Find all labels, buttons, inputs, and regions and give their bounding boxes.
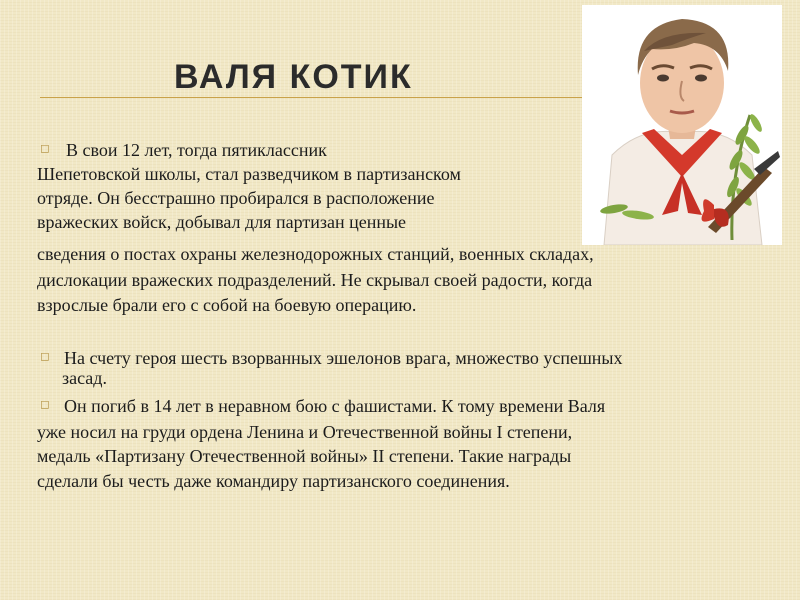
- paragraph-1-line-4: вражеских войск, добывал для партизан ценные: [37, 212, 407, 232]
- paragraph-3-line-1: Он погиб в 14 лет в неравном бою с фашистами. К тому времени Валя: [64, 396, 606, 416]
- portrait-drawing: [582, 5, 782, 245]
- paragraph-1-line-2: Шепетовской школы, стал разведчиком в партизанском: [37, 164, 461, 184]
- paragraph-1-line-5: сведения о постах охраны железнодорожных станций, военных складах,: [37, 244, 594, 264]
- paragraph-2-line-2: засад.: [62, 368, 107, 388]
- paragraph-1-line-3: отряде. Он бесстрашно пробирался в расположение: [37, 188, 435, 208]
- paragraph-3-line-4: сделали бы честь даже командиру партизанского соединения.: [37, 471, 510, 491]
- paragraph-1-line-6: дислокации вражеских подразделений. Не скрывал своей радости, когда: [37, 270, 593, 290]
- slide-title: ВАЛЯ КОТИК: [174, 58, 413, 96]
- paragraph-3-line-3: медаль «Партизану Отечественной войны» II степени. Такие награды: [37, 446, 572, 466]
- paragraph-1-line-7: взрослые брали его с собой на боевую операцию.: [37, 295, 417, 315]
- paragraph-1-line-1: В свои 12 лет, тогда пятиклассник: [66, 140, 327, 160]
- paragraph-2-line-1: На счету героя шесть взорванных эшелонов врага, множество успешных: [64, 348, 623, 368]
- bullet-icon: ◻: [40, 397, 50, 411]
- bullet-icon: ◻: [40, 349, 50, 363]
- portrait-illustration: [582, 5, 782, 245]
- paragraph-3-line-2: уже носил на груди ордена Ленина и Отечественной войны I степени,: [37, 422, 573, 442]
- bullet-icon: ◻: [40, 141, 50, 155]
- title-underline: [40, 97, 605, 98]
